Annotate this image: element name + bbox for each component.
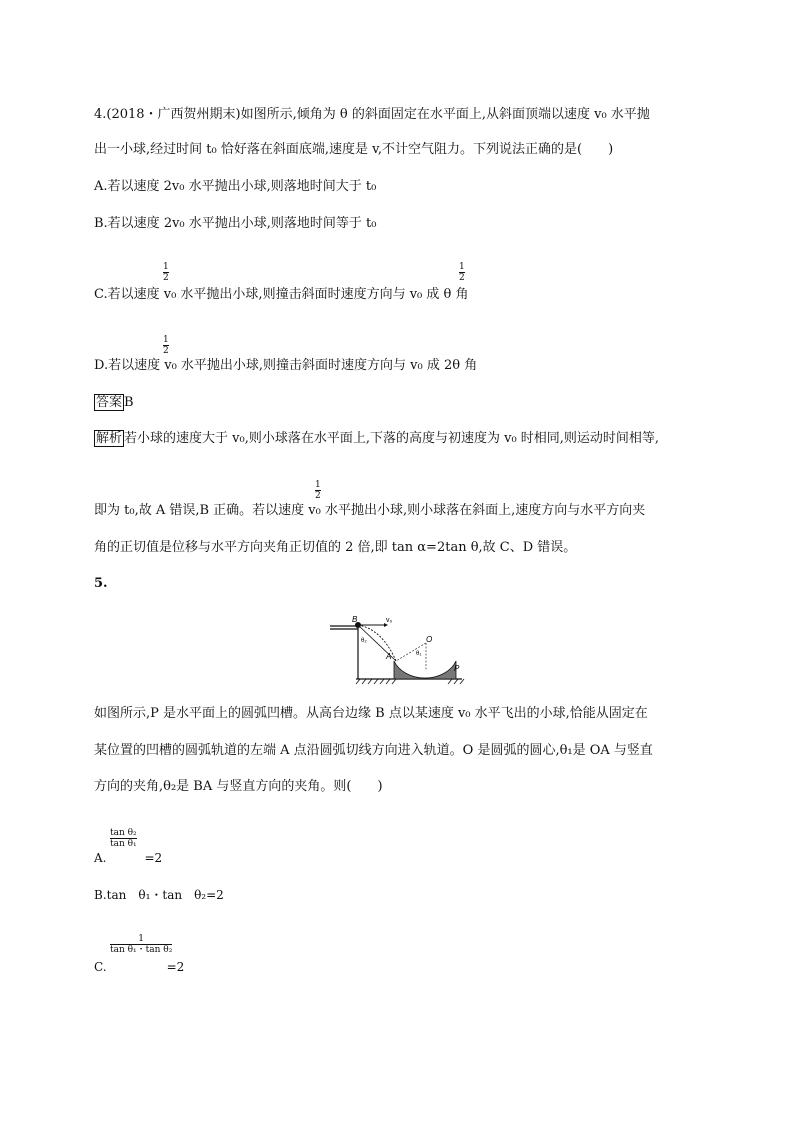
q5-a-label: A.: [94, 851, 107, 865]
q4-analysis-fraction: $\frac{1}{2}$: [315, 480, 321, 501]
q4-d-fraction-speed: $\frac{1}{2}$: [163, 335, 169, 356]
label-o: O: [426, 635, 433, 644]
label-b: B: [352, 615, 358, 624]
q4-c-fraction-speed: $\frac{1}{2}$: [163, 262, 169, 283]
label-theta1: θ₁: [416, 651, 422, 657]
label-v0: v₀: [386, 617, 393, 624]
q4-option-a: A.若以速度 2v₀ 水平抛出小球,则落地时间大于 t₀: [94, 179, 377, 194]
q5-option-a: [94, 850, 162, 866]
answer-label: 答案: [96, 395, 123, 410]
answer-value: B: [124, 395, 134, 410]
q4-c-fraction-angle: $\frac{1}{2}$: [459, 262, 465, 283]
q4-answer: [94, 395, 134, 411]
q4-option-d: D.若以速度 v₀ 水平抛出小球,则撞击斜面时速度方向与 v₀ 成 2θ 角: [94, 358, 478, 373]
q4-option-b: B.若以速度 2v₀ 水平抛出小球,则落地时间等于 t₀: [94, 216, 377, 231]
q4-stem-line1: 4.(2018・广西贺州期末)如图所示,倾角为 θ 的斜面固定在水平面上,从斜面顶端以速度 v₀ 水平抛: [94, 107, 650, 122]
analysis-text-1: 若小球的速度大于 v₀,则小球落在水平面上,下落的高度与初速度为 v₀ 时相同,则运动时间相等,: [124, 431, 660, 446]
q5-c-label: C.: [94, 960, 107, 974]
q5-c-fraction: $\frac{1}{\text{tan θ₁・tan θ₂}}$: [110, 934, 173, 955]
q4-analysis-line1: [94, 431, 659, 447]
q5-a-fraction: $\frac{\text{tan θ₂}}{\text{tan θ₁}}$: [110, 828, 137, 849]
label-a: A: [386, 652, 392, 661]
analysis-label: 解析: [96, 431, 123, 446]
q5-c-rhs: =2: [166, 960, 185, 974]
label-p: P: [454, 664, 460, 673]
q4-analysis-line2: 即为 t₀,故 A 错误,B 正确。若以速度 v₀ 水平抛出小球,则小球落在斜面上,速度方向与水平方向夹: [94, 503, 646, 518]
q5-figure: [326, 615, 466, 685]
q5-option-b: B.tan θ₁・tan θ₂=2: [94, 888, 224, 902]
q5-stem-line3: 方向的夹角,θ₂是 BA 与竖直方向的夹角。则( ): [94, 779, 383, 794]
q4-analysis-line3: 角的正切值是位移与水平方向夹角正切值的 2 倍,即 tan α=2tan θ,故 C、D 错误。: [94, 540, 577, 555]
q5-stem-line2: 某位置的凹槽的圆弧轨道的左端 A 点沿圆弧切线方向进入轨道。O 是圆弧的圆心,θ₁是 OA 与竖直: [94, 743, 653, 758]
label-theta2: θ₂: [361, 638, 367, 644]
q5-a-rhs: =2: [144, 851, 163, 865]
q5-option-c: [94, 959, 184, 975]
q5-stem-line1: 如图所示,P 是水平面上的圆弧凹槽。从高台边缘 B 点以某速度 v₀ 水平飞出的小球,恰能从固定在: [94, 706, 648, 721]
q5-number: 5.: [94, 576, 108, 591]
q4-stem-line2: 出一小球,经过时间 t₀ 恰好落在斜面底端,速度是 v,不计空气阻力。下列说法正确的是( ): [94, 142, 614, 157]
q4-option-c: C.若以速度 v₀ 水平抛出小球,则撞击斜面时速度方向与 v₀ 成 θ 角: [94, 287, 469, 302]
